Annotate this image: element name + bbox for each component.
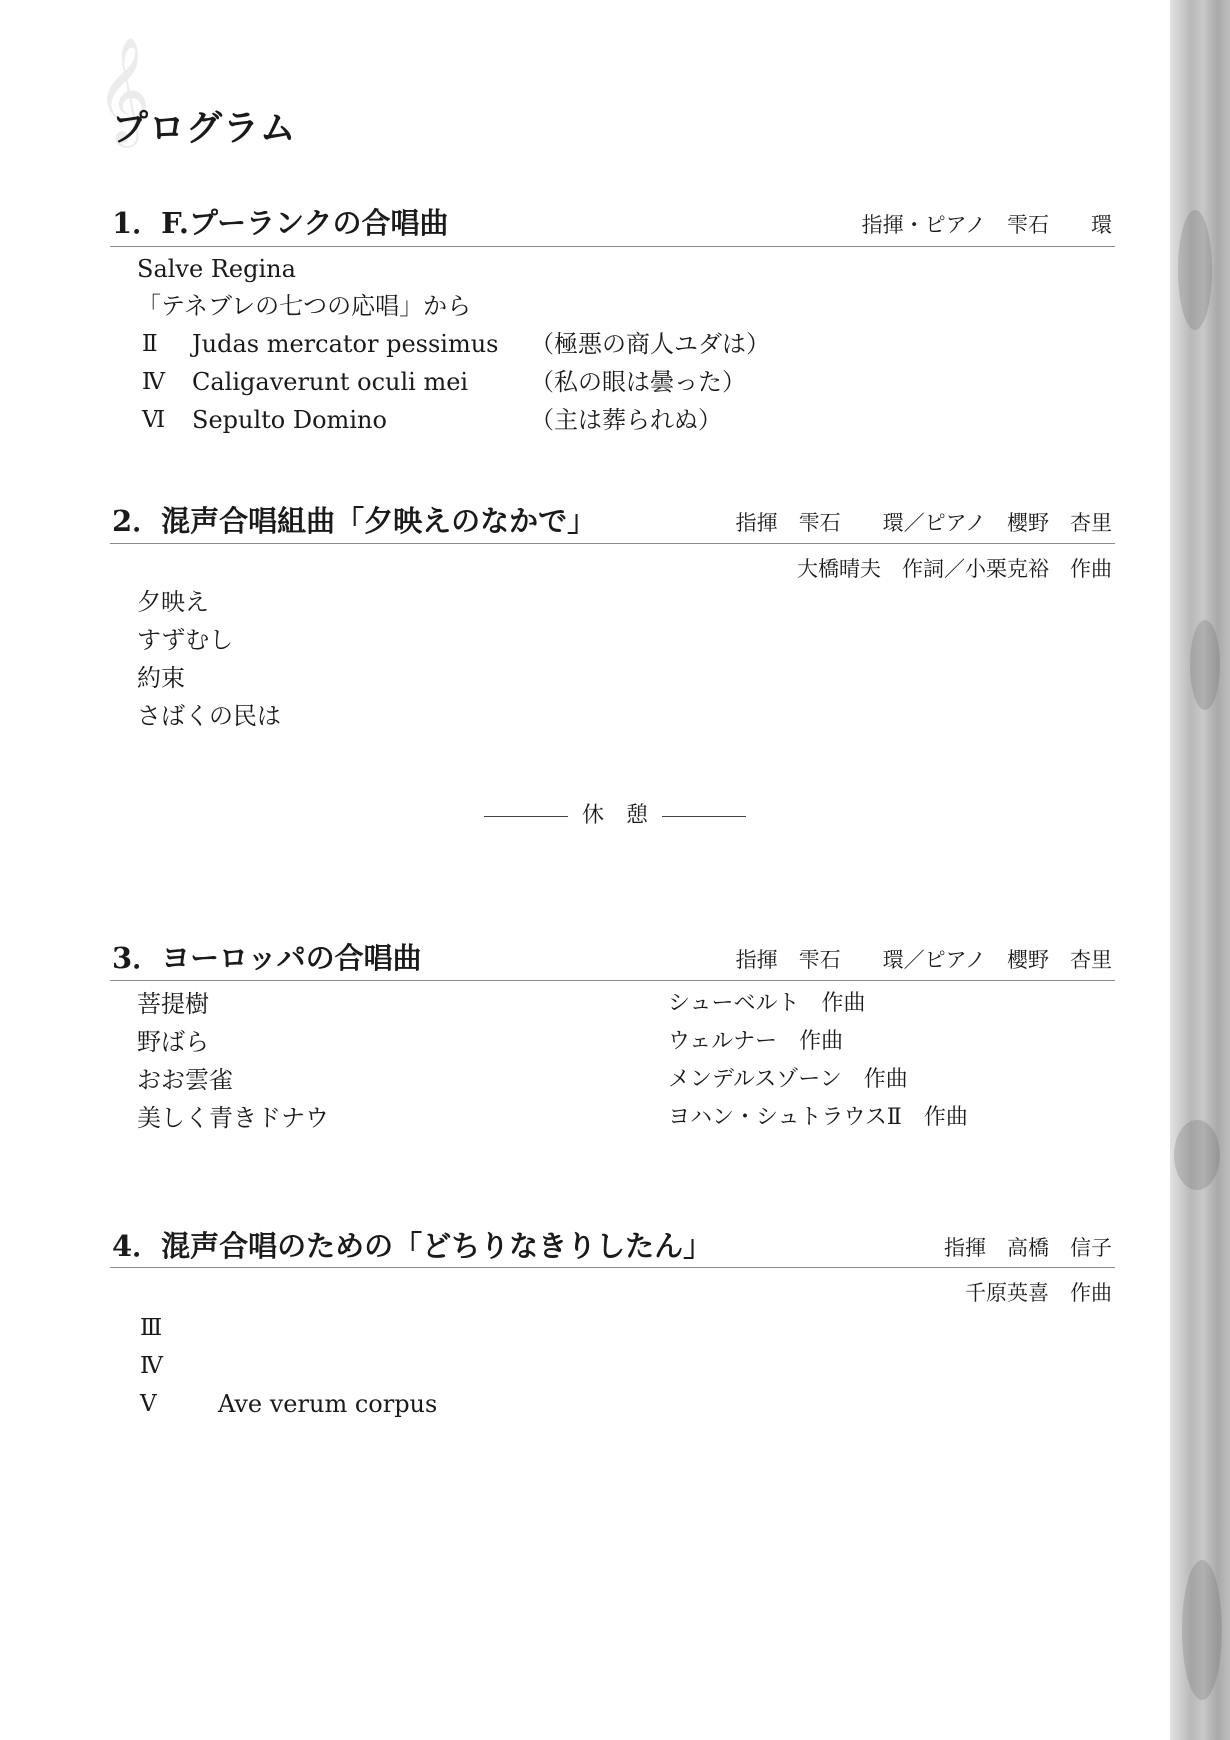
list-item: すずむし — [137, 626, 234, 654]
intermission-label: 休 憩 — [581, 803, 648, 828]
movement-numeral: Ⅱ — [142, 331, 158, 357]
section-credit: 指揮 雫石 環／ピアノ 櫻野 杏里 — [735, 948, 1112, 972]
treble-clef-watermark-icon: 𝄞 — [96, 36, 151, 143]
section-title: 1．F.プーランクの合唱曲 — [112, 206, 449, 240]
section-credit: 指揮・ピアノ 雫石 環 — [861, 213, 1112, 237]
movement-numeral: Ⅲ — [140, 1315, 163, 1341]
piece-title: 菩提樹 — [137, 990, 209, 1018]
section-subcredit: 大橋晴夫 作詞／小栗克裕 作曲 — [797, 557, 1112, 581]
piece-title: おお雲雀 — [137, 1066, 233, 1094]
movement-title: Sepulto Domino — [192, 406, 387, 434]
section-subcredit: 千原英喜 作曲 — [965, 1281, 1112, 1305]
section-credit: 指揮 高橋 信子 — [944, 1236, 1112, 1260]
movement-translation: （私の眼は曇った） — [530, 368, 746, 396]
movement-title: Caligaverunt oculi mei — [192, 368, 469, 396]
section-2-header — [112, 500, 1112, 540]
movement-title: Ave verum corpus — [218, 1390, 438, 1418]
intermission-dash — [484, 816, 568, 817]
page-title: プログラム — [112, 107, 297, 149]
section-divider — [110, 246, 1115, 247]
piece-title: 美しく青きドナウ — [137, 1104, 329, 1132]
section-credit: 指揮 雫石 環／ピアノ 櫻野 杏里 — [735, 511, 1112, 535]
section-3-header — [112, 937, 1112, 977]
page-edge-texture — [1170, 0, 1230, 1740]
list-item: Salve Regina — [137, 255, 296, 283]
movement-numeral: Ⅵ — [142, 407, 166, 433]
movement-numeral: Ⅳ — [142, 369, 165, 395]
list-item: 夕映え — [137, 588, 209, 616]
section-4-header — [112, 1225, 1112, 1265]
piece-composer: ウェルナー 作曲 — [668, 1029, 844, 1054]
section-title: 4．混声合唱のための「どちりなきりしたん」 — [112, 1229, 713, 1263]
intermission-dash — [662, 816, 746, 817]
movement-numeral: Ⅴ — [140, 1391, 157, 1417]
list-item: 「テネブレの七つの応唱」から — [137, 292, 472, 320]
piece-composer: ヨハン・シュトラウスⅡ 作曲 — [668, 1105, 968, 1130]
section-divider — [110, 543, 1115, 544]
movement-title: Judas mercator pessimus — [192, 330, 499, 358]
section-divider — [110, 1267, 1115, 1268]
section-1-header — [112, 202, 1112, 242]
intermission — [0, 798, 1230, 829]
piece-composer: シューベルト 作曲 — [668, 991, 866, 1016]
section-title: 3．ヨーロッパの合唱曲 — [112, 941, 422, 975]
movement-numeral: Ⅳ — [140, 1353, 163, 1379]
list-item: さばくの民は — [137, 702, 281, 730]
movement-translation: （主は葬られぬ） — [530, 406, 722, 434]
movement-translation: （極悪の商人ユダは） — [530, 330, 770, 358]
list-item: 約束 — [137, 664, 185, 692]
piece-title: 野ばら — [137, 1028, 209, 1056]
section-divider — [110, 980, 1115, 981]
section-title: 2．混声合唱組曲「夕映えのなかで」 — [112, 504, 597, 538]
piece-composer: メンデルスゾーン 作曲 — [668, 1067, 908, 1092]
